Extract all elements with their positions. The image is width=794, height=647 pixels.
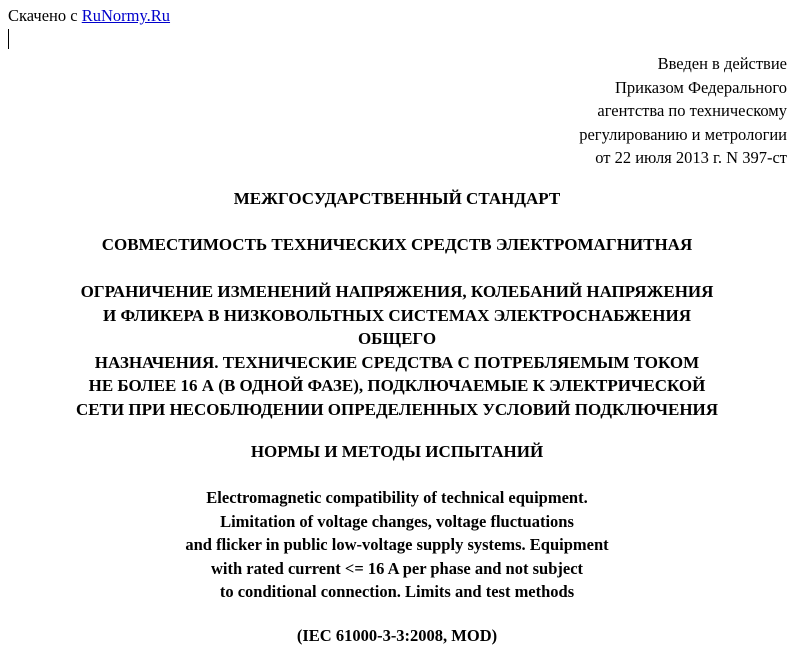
title-line: И ФЛИКЕРА В НИЗКОВОЛЬТНЫХ СИСТЕМАХ ЭЛЕКТРОСНАБЖЕНИЯ — [103, 305, 691, 325]
source-note — [8, 6, 170, 26]
enactment-line: агентства по техническому — [597, 101, 787, 120]
enactment-line: от 22 июля 2013 г. N 397-ст — [595, 148, 787, 167]
document-title-secondary — [0, 280, 794, 421]
english-title-line: Limitation of voltage changes, voltage fluctuations — [220, 511, 574, 531]
document-title-primary-text: СОВМЕСТИМОСТЬ ТЕХНИЧЕСКИХ СРЕДСТВ ЭЛЕКТРОМАГНИТНАЯ — [101, 235, 693, 254]
title-line: ОГРАНИЧЕНИЕ ИЗМЕНЕНИЙ НАПРЯЖЕНИЯ, КОЛЕБАНИЙ НАПРЯЖЕНИЯ — [80, 282, 714, 301]
enactment-line: Введен в действие — [657, 54, 787, 73]
english-title-line: and flicker in public low-voltage supply systems. Equipment — [185, 535, 609, 554]
title-line: СЕТИ ПРИ НЕСОБЛЮДЕНИИ ОПРЕДЕЛЕННЫХ УСЛОВИЙ ПОДКЛЮЧЕНИЯ — [75, 399, 719, 419]
title-line: НЕ БОЛЕЕ 16 А (В ОДНОЙ ФАЗЕ), ПОДКЛЮЧАЕМЫЕ К ЭЛЕКТРИЧЕСКОЙ — [88, 376, 706, 395]
english-title-line: with rated current <= 16 A per phase and not subject — [210, 558, 584, 578]
source-prefix: Скачено с — [8, 6, 82, 25]
enactment-line: регулированию и метрологии — [579, 124, 787, 144]
document-title-primary — [0, 233, 794, 257]
title-line: НАЗНАЧЕНИЯ. ТЕХНИЧЕСКИЕ СРЕДСТВА С ПОТРЕБЛЯЕМЫМ ТОКОМ — [94, 352, 700, 372]
standard-label — [0, 187, 794, 211]
source-link[interactable]: RuNormy.Ru — [81, 6, 171, 25]
norms-heading-text: НОРМЫ И МЕТОДЫ ИСПЫТАНИЙ — [250, 442, 544, 461]
norms-heading — [0, 440, 794, 464]
text-cursor — [8, 29, 9, 49]
english-title-line: to conditional connection. Limits and test methods — [219, 582, 575, 601]
english-title — [0, 486, 794, 604]
title-line: ОБЩЕГО — [357, 329, 437, 348]
english-title-line: Electromagnetic compatibility of technical equipment. — [206, 488, 588, 507]
standard-label-text: МЕЖГОСУДАРСТВЕННЫЙ СТАНДАРТ — [233, 189, 561, 208]
iec-reference: (IEC 61000-3-3:2008, MOD) — [296, 626, 498, 645]
enactment-line: Приказом Федерального — [614, 77, 787, 97]
enactment-note — [579, 52, 787, 170]
